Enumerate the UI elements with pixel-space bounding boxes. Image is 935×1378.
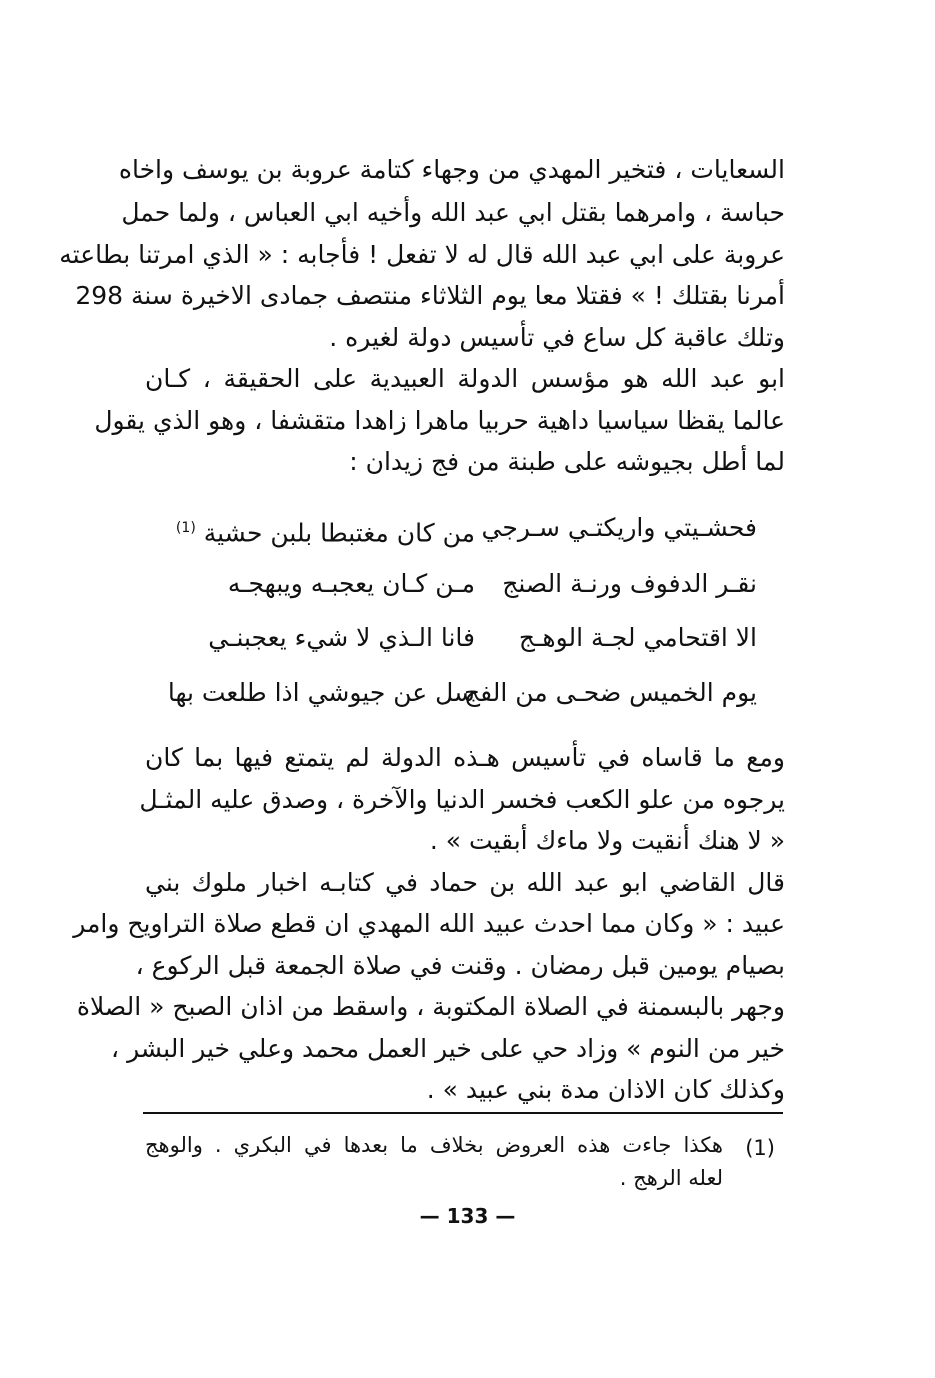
footnote-number: (1) — [745, 1136, 775, 1160]
body-line: يرجوه من علو الكعب فخسر الدنيا والآخرة ، وصدق عليه المثـل — [139, 785, 785, 814]
verse-first-hemistich: من كان مغتبطا بلبن حشية $^{(1)}$ — [175, 518, 475, 548]
body-line: عالما يقظا سياسيا داهية حربيا ماهرا زاهدا متقشفا ، وهو الذي يقول — [94, 406, 785, 435]
body-line: ومع ما قاساه في تأسيس هـذه الدولة لم يتمتع فيها بما كان — [145, 743, 785, 772]
body-line: السعايات ، فتخير المهدي من وجهاء كتامة عروبة بن يوسف واخاه — [118, 155, 785, 184]
footnote-reference: (1) — [175, 520, 196, 536]
body-line: حباسة ، وامرهما بقتل ابي عبد الله وأخيه ابي العباس ، ولما حمل — [121, 198, 785, 227]
body-line: خير من النوم » وزاد حي على خير العمل محمد وعلي خير البشر ، — [111, 1034, 785, 1063]
body-line: وجهر بالبسمنة في الصلاة المكتوبة ، واسقط من اذان الصبح « الصلاة — [76, 992, 785, 1021]
page-number: — 133 — — [419, 1204, 516, 1228]
verse-second-hemistich: فحشـيتي واريكتـي سـرجي — [481, 513, 757, 542]
body-line: لما أطل بجيوشه على طبنة من فج زيدان : — [349, 447, 785, 476]
footnote-divider — [143, 1112, 783, 1114]
verse-second-hemistich: يوم الخميس ضحـى من الفج — [463, 678, 757, 707]
body-line: عبيد : « وكان مما احدث عبيد الله المهدي ان قطع صلاة التراويح وامر — [73, 909, 785, 938]
body-line: « لا هنك أنقيت ولا ماءك أبقيت » . — [429, 826, 785, 855]
verse-first-hemistich: فانا الـذي لا شيء يعجبنـي — [208, 623, 475, 652]
footnote-text: لعله الرهج . — [619, 1166, 723, 1190]
verse-second-hemistich: نقـر الدفوف ورنـة الصنج — [502, 569, 757, 598]
footnote-text: هكذا جاءت هذه العروض بخلاف ما بعدها في البكري . والوهج — [145, 1133, 723, 1157]
body-line: عروبة على ابي عبد الله قال له لا تفعل ! فأجابه : « الذي امرتنا بطاعته — [59, 240, 785, 269]
verse-first-hemistich: مـن كـان يعجبـه ويبهجـه — [227, 569, 475, 598]
body-line: وتلك عاقبة كل ساع في تأسيس دولة لغيره . — [329, 323, 785, 352]
body-line: قال القاضي ابو عبد الله بن حماد في كتابـه اخبار ملوك بني — [145, 868, 785, 897]
body-line: وكذلك كان الاذان مدة بني عبيد » . — [426, 1075, 785, 1104]
body-line: بصيام يومين قبل رمضان . وقنت في صلاة الجمعة قبل الركوع ، — [135, 951, 785, 980]
verse-second-hemistich: الا اقتحامي لجـة الوهـج — [518, 623, 757, 652]
verse-first-hemistich: سل عن جيوشي اذا طلعت بها — [167, 678, 475, 707]
body-line: ابو عبد الله هو مؤسس الدولة العبيدية على الحقيقة ، كـان — [145, 364, 785, 393]
body-line: أمرنا بقتلك ! » فقتلا معا يوم الثلاثاء منتصف جمادى الاخيرة سنة 298 — [75, 281, 785, 310]
